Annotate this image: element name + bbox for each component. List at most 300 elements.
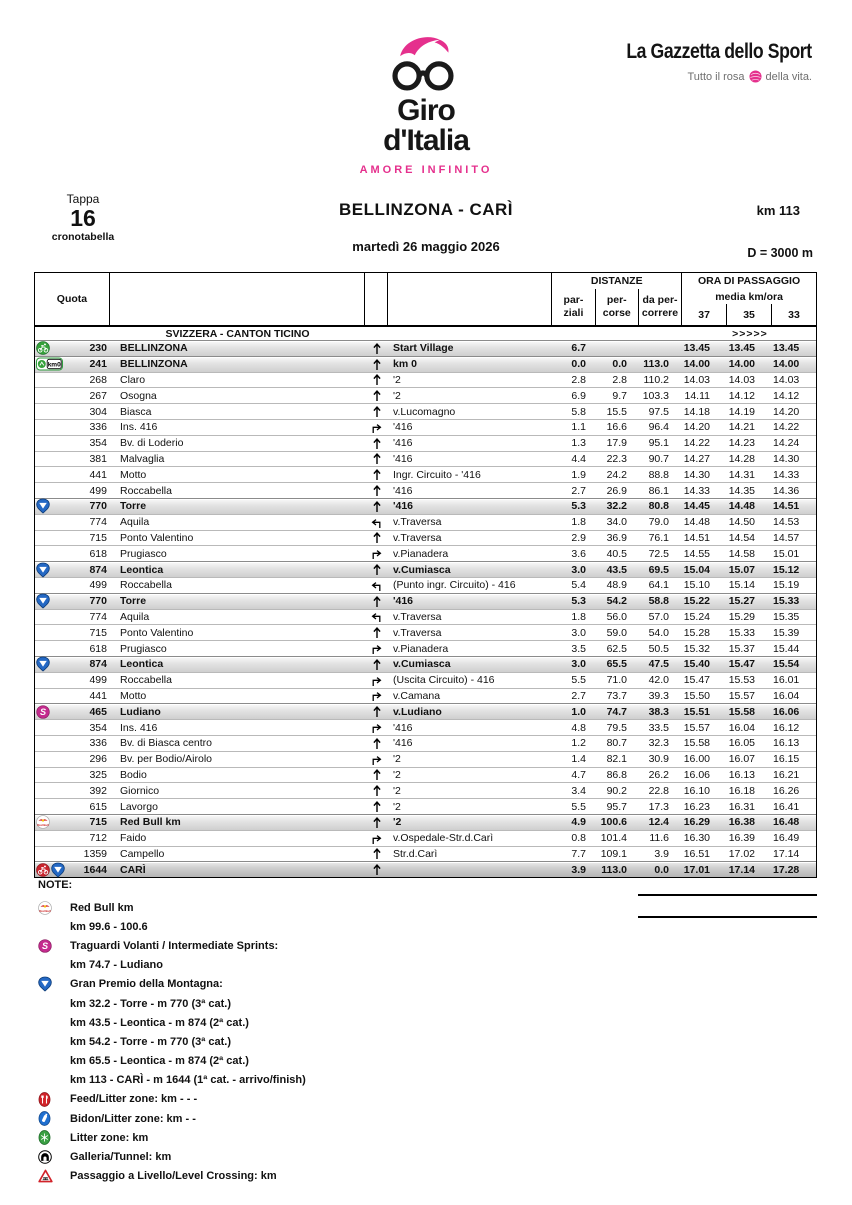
road-cell: v.Cumiasca: [393, 658, 451, 671]
quota-value: 325: [89, 768, 107, 781]
time-33-cell: 14.57: [773, 531, 800, 544]
giro-cyclist-icon: [356, 32, 496, 94]
km-parziali-cell: 1.1: [571, 421, 586, 434]
right-arrow-icon: [365, 689, 388, 702]
time-33-cell: 16.04: [773, 689, 800, 702]
time-35-cell: 17.02: [728, 847, 755, 860]
km-percorsi-cell: 15.5: [606, 405, 627, 418]
time-37-cell: 14.03: [683, 373, 710, 386]
time-35-cell: 13.45: [728, 342, 755, 355]
quota-value: 715: [89, 626, 107, 639]
quota-value: 354: [89, 721, 107, 734]
km-dapercorrere-cell: 113.0: [643, 358, 669, 371]
stage-elevation-gain: D = 3000 m: [747, 246, 813, 260]
note-line: [38, 1128, 598, 1147]
location-cell: Roccabella: [120, 674, 172, 687]
stage-date: martedì 26 maggio 2026: [352, 239, 500, 254]
km-percorsi-cell: 90.2: [606, 784, 627, 797]
km-parziali-cell: 7.7: [571, 847, 586, 860]
time-35-cell: 16.18: [728, 784, 755, 797]
time-33-cell: 14.12: [773, 389, 800, 402]
km-dapercorrere-cell: 96.4: [648, 421, 669, 434]
km-parziali-cell: 3.0: [571, 563, 586, 576]
km-percorsi-cell: 22.3: [606, 452, 627, 465]
km-percorsi-cell: 109.1: [600, 847, 627, 860]
time-37-cell: 15.22: [683, 595, 710, 608]
left-arrow-icon: [365, 579, 388, 592]
note-text: km 113 - CARÌ - m 1644 (1ª cat. - arrivo/finish): [70, 1074, 306, 1087]
note-text: Galleria/Tunnel: km: [70, 1151, 172, 1164]
col-group-distanze: [552, 273, 682, 325]
km-percorsi-cell: 95.7: [606, 800, 627, 813]
note-text: Red Bull km: [70, 901, 134, 914]
road-cell: '416: [393, 421, 413, 434]
note-text: km 65.5 - Leontica - m 874 (2ª cat.): [70, 1055, 249, 1068]
quota-cell: [35, 388, 110, 403]
km-parziali-cell: 5.4: [571, 579, 586, 592]
location-cell: Faido: [120, 832, 147, 845]
quota-cell: [35, 847, 110, 862]
km-parziali-cell: 1.2: [571, 737, 586, 750]
km-dapercorrere-cell: 90.7: [648, 452, 669, 465]
quota-value: 241: [89, 358, 107, 371]
note-text: Gran Premio della Montagna:: [70, 978, 223, 991]
time-33-cell: 16.41: [773, 800, 800, 813]
time-35-cell: 15.47: [728, 658, 755, 671]
up-arrow-icon: [365, 531, 388, 544]
km-percorsi-cell: 71.0: [606, 674, 627, 687]
giro-logo: [356, 32, 496, 176]
km-percorsi-cell: 0.0: [612, 358, 627, 371]
time-33-cell: 15.54: [773, 658, 800, 671]
time-33-cell: 13.45: [773, 342, 800, 355]
time-37-cell: 16.30: [683, 832, 710, 845]
quota-cell: [35, 341, 110, 356]
km-percorsi-cell: 17.9: [606, 437, 627, 450]
km-dapercorrere-cell: 76.1: [648, 531, 669, 544]
time-35-cell: 14.19: [728, 405, 755, 418]
time-33-cell: 15.39: [773, 626, 800, 639]
quota-cell: [35, 499, 110, 514]
tappa-number: 16: [70, 205, 96, 231]
svg-text:Red Bull: Red Bull: [37, 823, 49, 828]
quota-value: 230: [89, 342, 107, 355]
km-parziali-cell: 0.0: [571, 358, 586, 371]
time-33-cell: 16.13: [773, 737, 800, 750]
up-arrow-icon: [365, 389, 388, 402]
road-cell: '416: [393, 737, 413, 750]
quota-value: 618: [89, 642, 107, 655]
stage-distance: km 113: [756, 203, 800, 218]
stage-title: BELLINZONA - CARÌ: [338, 200, 514, 219]
road-cell: '2: [393, 816, 402, 829]
table-row: [35, 735, 816, 751]
quota-value: 770: [89, 500, 107, 513]
note-line: [38, 1071, 598, 1090]
time-35-cell: 15.37: [728, 642, 755, 655]
table-row: [35, 861, 816, 877]
location-cell: Red Bull km: [120, 816, 181, 829]
time-35-cell: 15.58: [728, 705, 755, 718]
quota-value: 499: [89, 579, 107, 592]
col-header-location: [110, 273, 365, 325]
quota-cell: [35, 736, 110, 751]
road-cell: Start Village: [393, 342, 454, 355]
table-header: [35, 273, 816, 327]
road-cell: '416: [393, 721, 413, 734]
table-row: [35, 672, 816, 688]
km-parziali-cell: 5.3: [571, 500, 586, 513]
time-37-cell: 14.51: [683, 531, 710, 544]
up-arrow-icon: [365, 784, 388, 797]
quota-cell: [35, 689, 110, 704]
km-percorsi-cell: 16.6: [606, 421, 627, 434]
quota-value: 336: [89, 737, 107, 750]
quota-cell: [35, 625, 110, 640]
time-35-cell: 14.28: [728, 452, 755, 465]
road-cell: '2: [393, 800, 401, 813]
region-row: [35, 327, 816, 340]
time-33-cell: 14.36: [773, 484, 800, 497]
km-dapercorrere-cell: 42.0: [648, 674, 669, 687]
time-35-cell: 16.38: [728, 816, 755, 829]
time-37-cell: 15.28: [683, 626, 710, 639]
road-cell: '2: [393, 389, 401, 402]
time-35-cell: 16.31: [728, 800, 755, 813]
time-35-cell: 16.04: [728, 721, 755, 734]
table-row: [35, 609, 816, 625]
time-35-cell: 16.39: [728, 832, 755, 845]
time-37-cell: 15.57: [683, 721, 710, 734]
gpm-icon: [38, 976, 70, 992]
giro-wordmark: Giro d'Italia: [383, 94, 469, 157]
road-cell: '2: [393, 768, 401, 781]
time-37-cell: 16.29: [683, 816, 710, 829]
tunnel-icon: [38, 1150, 70, 1164]
quota-value: 874: [89, 658, 107, 671]
left-arrow-icon: [365, 610, 388, 623]
media-kmora-label: media km/ora: [715, 290, 783, 303]
km-dapercorrere-cell: 30.9: [648, 753, 669, 766]
col-header-parziali: par- ziali: [563, 293, 584, 319]
time-37-cell: 16.06: [683, 768, 710, 781]
location-cell: Giornico: [120, 784, 160, 797]
road-cell: v.Lucomagno: [393, 405, 456, 418]
quota-cell: [35, 768, 110, 783]
note-text: Passaggio a Livello/Level Crossing: km: [70, 1170, 277, 1183]
svg-text:S: S: [39, 706, 47, 717]
time-35-cell: 15.53: [728, 674, 755, 687]
quota-cell: [35, 657, 110, 672]
location-cell: Ins. 416: [120, 421, 158, 434]
gpm-icon: [36, 562, 50, 578]
table-row: [35, 624, 816, 640]
quota-cell: [35, 420, 110, 435]
quota-cell: [35, 862, 110, 877]
road-cell: v.Ospedale-Str.d.Carì: [393, 832, 494, 845]
note-line: [38, 1013, 598, 1032]
location-cell: Lavorgo: [120, 800, 158, 813]
km-dapercorrere-cell: 50.5: [648, 642, 669, 655]
time-33-cell: 15.12: [773, 563, 800, 576]
up-arrow-icon: [365, 595, 388, 608]
km-percorsi-cell: 26.9: [606, 484, 627, 497]
location-cell: BELLINZONA: [120, 358, 188, 371]
km-parziali-cell: 5.3: [571, 595, 586, 608]
table-row: [35, 640, 816, 656]
gpm-icon: [36, 656, 50, 672]
road-cell: v.Pianadera: [393, 547, 449, 560]
note-text: km 32.2 - Torre - m 770 (3ª cat.): [70, 997, 231, 1010]
litter-icon: [38, 1130, 70, 1145]
time-35-cell: 14.50: [728, 516, 755, 529]
up-arrow-icon: [365, 705, 388, 718]
time-33-cell: 14.51: [773, 500, 800, 513]
gazzetta-logo: [591, 40, 812, 83]
km-dapercorrere-cell: 86.1: [648, 484, 669, 497]
km-percorsi-cell: 62.5: [606, 642, 627, 655]
km-dapercorrere-cell: 97.5: [648, 405, 669, 418]
km-percorsi-cell: 74.7: [606, 705, 627, 718]
table-row: [35, 814, 816, 830]
time-33-cell: 16.26: [773, 784, 800, 797]
redbull-icon: [38, 901, 70, 915]
location-cell: Motto: [120, 468, 147, 481]
table-row: [35, 719, 816, 735]
svg-text:Red Bull: Red Bull: [39, 908, 51, 913]
time-35-cell: 15.33: [728, 626, 755, 639]
note-line: [38, 975, 598, 994]
quota-cell: [35, 452, 110, 467]
km-percorsi-cell: 24.2: [606, 468, 627, 481]
feed-icon: [38, 1092, 70, 1107]
up-arrow-icon: [365, 358, 388, 371]
km-parziali-cell: 1.4: [571, 753, 586, 766]
km-parziali-cell: 6.9: [571, 389, 586, 402]
quota-cell: [35, 357, 110, 372]
quota-value: 715: [89, 531, 107, 544]
up-arrow-icon: [365, 500, 388, 513]
location-cell: Ins. 416: [120, 721, 158, 734]
right-arrow-icon: [365, 547, 388, 560]
quota-cell: [35, 483, 110, 498]
quota-cell: [35, 783, 110, 798]
gazzetta-tagline-right: della vita.: [765, 70, 812, 83]
col-group-ora-di-passaggio: [682, 273, 816, 325]
up-arrow-icon: [365, 626, 388, 639]
quota-value: 268: [89, 373, 107, 386]
note-text: Feed/Litter zone: km - - -: [70, 1093, 198, 1106]
table-row: [35, 846, 816, 862]
quota-cell: [35, 531, 110, 546]
time-37-cell: 15.32: [683, 642, 710, 655]
time-33-cell: 15.35: [773, 610, 800, 623]
col-header-speed-33: 33: [771, 304, 816, 325]
table-row: [35, 530, 816, 546]
location-cell: Claro: [120, 373, 146, 386]
quota-value: 465: [89, 705, 107, 718]
quota-cell: [35, 610, 110, 625]
location-cell: BELLINZONA: [120, 342, 188, 355]
quota-value: 336: [89, 421, 107, 434]
km0-icon: [36, 358, 63, 371]
time-37-cell: 16.10: [683, 784, 710, 797]
time-35-cell: 14.31: [728, 468, 755, 481]
quota-cell: [35, 373, 110, 388]
km-parziali-cell: 3.4: [571, 784, 586, 797]
quota-value: 618: [89, 547, 107, 560]
location-cell: Leontica: [120, 658, 164, 671]
time-37-cell: 15.24: [683, 610, 710, 623]
left-arrow-icon: [365, 516, 388, 529]
time-35-cell: 14.48: [728, 500, 755, 513]
km-dapercorrere-cell: 72.5: [648, 547, 669, 560]
table-row: [35, 688, 816, 704]
quota-value: 381: [89, 452, 107, 465]
road-cell: v.Traversa: [393, 610, 442, 623]
road-cell: Str.d.Carì: [393, 847, 438, 860]
location-cell: Campello: [120, 847, 165, 860]
km-dapercorrere-cell: 38.3: [648, 705, 669, 718]
time-33-cell: 14.00: [773, 358, 800, 371]
km-dapercorrere-cell: 33.5: [648, 721, 669, 734]
km-parziali-cell: 1.0: [571, 705, 586, 718]
note-line: [38, 1032, 598, 1051]
km-percorsi-cell: 32.2: [606, 500, 627, 513]
quota-cell: [35, 436, 110, 451]
km-dapercorrere-cell: 88.8: [648, 468, 669, 481]
time-33-cell: 16.15: [773, 753, 800, 766]
km-parziali-cell: 1.9: [571, 468, 586, 481]
time-33-cell: 17.14: [773, 847, 800, 860]
table-row: [35, 435, 816, 451]
up-arrow-icon: [365, 563, 388, 576]
road-cell: v.Traversa: [393, 531, 442, 544]
time-33-cell: 14.03: [773, 373, 800, 386]
km-dapercorrere-cell: 110.2: [643, 373, 669, 386]
km-parziali-cell: 3.0: [571, 626, 586, 639]
gpm-icon: [36, 498, 50, 514]
time-33-cell: 16.48: [773, 816, 800, 829]
time-37-cell: 16.00: [683, 753, 710, 766]
finish-icon: [36, 862, 65, 878]
quota-cell: [35, 720, 110, 735]
table-body: [35, 340, 816, 877]
quota-value: 499: [89, 484, 107, 497]
km-percorsi-cell: 2.8: [612, 373, 627, 386]
time-35-cell: 16.05: [728, 737, 755, 750]
table-row: [35, 356, 816, 372]
location-cell: Roccabella: [120, 484, 172, 497]
km-dapercorrere-cell: 26.2: [648, 768, 669, 781]
quota-value: 267: [89, 389, 107, 402]
time-37-cell: 15.10: [683, 579, 710, 592]
km-percorsi-cell: 82.1: [606, 753, 627, 766]
time-35-cell: 14.23: [728, 437, 755, 450]
time-37-cell: 16.23: [683, 800, 710, 813]
road-cell: '2: [393, 753, 401, 766]
note-line: [38, 1090, 598, 1109]
location-cell: Roccabella: [120, 579, 172, 592]
km-percorsi-cell: 9.7: [612, 389, 627, 402]
right-arrow-icon: [365, 421, 388, 434]
col-header-speed-35: 35: [726, 304, 771, 325]
quota-value: 354: [89, 437, 107, 450]
km-parziali-cell: 5.5: [571, 800, 586, 813]
pink-ball-icon: [749, 70, 762, 83]
time-33-cell: 15.44: [773, 642, 800, 655]
time-37-cell: 15.50: [683, 689, 710, 702]
time-33-cell: 14.30: [773, 452, 800, 465]
time-33-cell: 14.24: [773, 437, 800, 450]
table-row: [35, 593, 816, 609]
notes-title: NOTE:: [38, 879, 73, 891]
time-35-cell: 14.03: [728, 373, 755, 386]
ora-label: ORA DI PASSAGGIO: [698, 275, 801, 287]
location-cell: Bodio: [120, 768, 147, 781]
quota-value: 392: [89, 784, 107, 797]
note-text: Litter zone: km: [70, 1131, 149, 1144]
location-cell: Ponto Valentino: [120, 626, 194, 639]
quota-value: 1644: [83, 863, 107, 876]
km-percorsi-cell: 101.4: [600, 832, 627, 845]
note-line: [38, 917, 598, 936]
km-parziali-cell: 2.7: [571, 484, 586, 497]
time-37-cell: 14.27: [683, 452, 710, 465]
km-parziali-cell: 4.8: [571, 721, 586, 734]
time-35-cell: 15.57: [728, 689, 755, 702]
km-percorsi-cell: 59.0: [606, 626, 627, 639]
km-parziali-cell: 4.9: [571, 816, 586, 829]
time-33-cell: 14.20: [773, 405, 800, 418]
note-line: [38, 994, 598, 1013]
location-cell: Aquila: [120, 610, 150, 623]
quota-cell: [35, 515, 110, 530]
quota-cell: [35, 831, 110, 846]
note-text: Traguardi Volanti / Intermediate Sprints:: [70, 939, 279, 952]
location-cell: Prugiasco: [120, 547, 167, 560]
quota-value: 874: [89, 563, 107, 576]
svg-text:km0: km0: [47, 361, 61, 369]
quota-value: 304: [89, 405, 107, 418]
table-row: [35, 498, 816, 514]
table-row: [35, 514, 816, 530]
sprint-icon: [36, 705, 50, 719]
km-percorsi-cell: 34.0: [606, 516, 627, 529]
road-cell: (Uscita Circuito) - 416: [393, 674, 495, 687]
location-cell: Torre: [120, 595, 147, 608]
km-percorsi-cell: 113.0: [601, 863, 627, 876]
quota-value: 774: [89, 516, 107, 529]
time-35-cell: 16.13: [728, 768, 755, 781]
table-row: [35, 419, 816, 435]
km-percorsi-cell: 73.7: [606, 689, 627, 702]
crossing-icon: [38, 1169, 70, 1183]
location-cell: Osogna: [120, 389, 157, 402]
table-row: [35, 561, 816, 577]
up-arrow-icon: [365, 847, 388, 860]
time-37-cell: 14.11: [684, 389, 710, 402]
time-35-cell: 14.21: [728, 421, 755, 434]
table-row: [35, 577, 816, 593]
note-line: [38, 1147, 598, 1166]
road-cell: '2: [393, 373, 401, 386]
note-text: km 54.2 - Torre - m 770 (3ª cat.): [70, 1035, 231, 1048]
time-33-cell: 14.22: [773, 421, 800, 434]
time-33-cell: 16.06: [773, 705, 800, 718]
km-percorsi-cell: 43.5: [606, 563, 627, 576]
time-37-cell: 13.45: [683, 342, 710, 355]
